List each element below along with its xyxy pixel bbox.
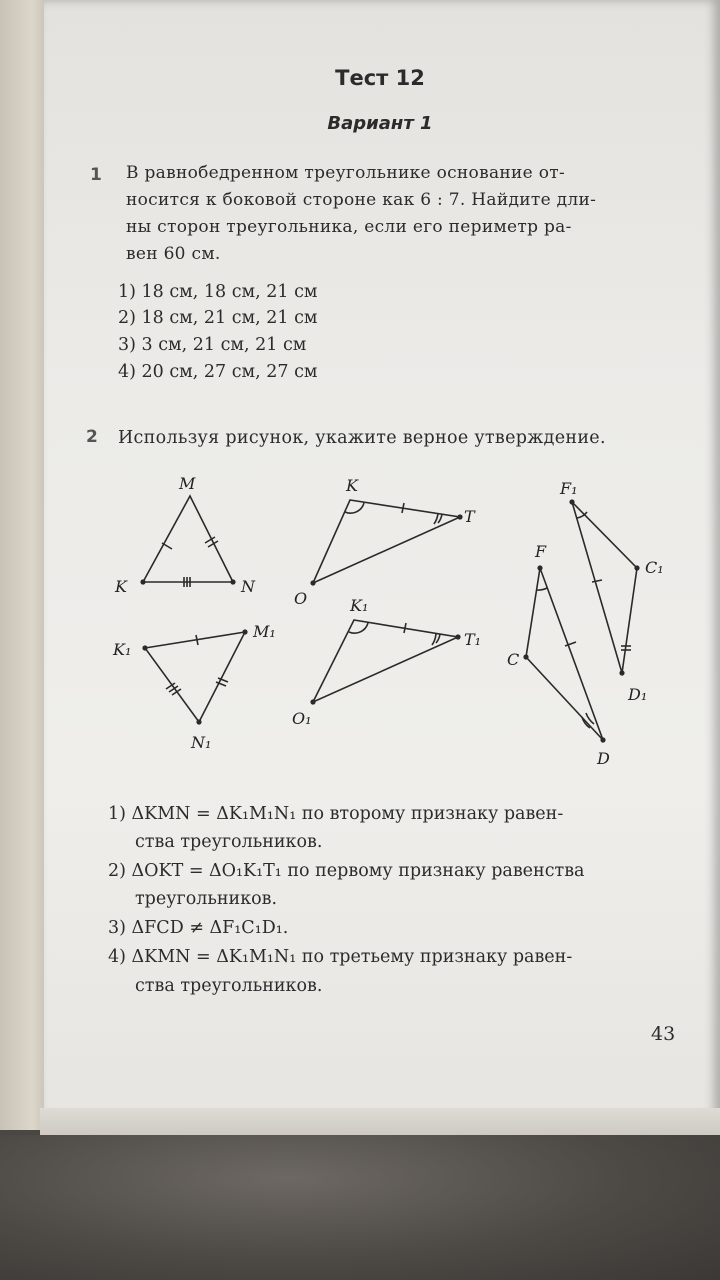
task2-number: 2 [86, 427, 98, 447]
tick [592, 580, 602, 582]
variant-title: Вариант 1 [327, 113, 433, 134]
label-o: O [294, 589, 308, 608]
task1-line-2: носится к боковой стороне как 6 : 7. Найдите дли- [126, 190, 597, 210]
task2-answer-1-cont: ства треугольников. [135, 832, 323, 852]
task1-option-2: 2) 18 см, 21 см, 21 см [118, 308, 318, 328]
tick [402, 503, 404, 513]
task2-answer-4: 4) ΔKMN = ΔK₁M₁N₁ по третьему признаку равен- [108, 947, 573, 967]
task1-option-4: 4) 20 см, 27 см, 27 см [118, 362, 318, 382]
label-t: T [464, 507, 475, 526]
label-f1: F₁ [560, 479, 578, 498]
angle-arc [438, 514, 442, 523]
angle-arc [536, 588, 547, 590]
triangle-kmn [143, 496, 233, 582]
tick [196, 635, 198, 645]
task1-option-1: 1) 18 см, 18 см, 21 см [118, 282, 318, 302]
triangle-f1c1d1 [572, 502, 637, 673]
test-title: Тест 12 [335, 66, 425, 90]
task1-number: 1 [90, 165, 102, 185]
task1-option-3: 3) 3 см, 21 см, 21 см [118, 335, 307, 355]
label-k1-okt: K₁ [350, 596, 369, 615]
task1-line-3: ны сторон треугольника, если его периметр ра- [126, 217, 572, 237]
label-o1: O₁ [292, 709, 312, 728]
label-k-okt: K [346, 476, 358, 495]
label-n: N [241, 577, 255, 596]
background-fabric [0, 1135, 720, 1280]
label-d1: D₁ [628, 685, 648, 704]
triangle-okt [313, 500, 460, 583]
task2-answer-1: 1) ΔKMN = ΔK₁M₁N₁ по второму признаку равен- [108, 804, 564, 824]
triangle-k1m1n1 [145, 632, 245, 722]
task2-answer-3: 3) ΔFCD ≠ ΔF₁C₁D₁. [108, 918, 289, 938]
angle-arc [434, 513, 438, 524]
label-m: M [179, 474, 196, 493]
tick [404, 623, 406, 633]
label-k: K [115, 577, 127, 596]
task2-answer-2: 2) ΔOKT = ΔO₁K₁T₁ по первому признаку равенства [108, 861, 585, 881]
label-k1: K₁ [113, 640, 132, 659]
page-number: 43 [651, 1023, 676, 1045]
task2-answer-4-cont: ства треугольников. [135, 976, 323, 996]
label-t1: T₁ [464, 630, 482, 649]
label-d: D [597, 749, 610, 768]
label-c: C [507, 650, 520, 669]
task1-line-1: В равнобедренном треугольнике основание от- [126, 163, 566, 183]
task2-answer-2-cont: треугольников. [135, 889, 278, 909]
angle-arc [432, 633, 436, 645]
task1-line-4: вен 60 см. [126, 244, 221, 264]
task2-text: Используя рисунок, укажите верное утверждение. [118, 428, 606, 448]
label-n1: N₁ [191, 733, 212, 752]
label-f: F [535, 542, 547, 561]
triangle-fcd [526, 568, 603, 740]
label-m1: M₁ [253, 622, 276, 641]
triangle-o1k1t1 [313, 620, 458, 702]
label-c1: C₁ [645, 558, 664, 577]
